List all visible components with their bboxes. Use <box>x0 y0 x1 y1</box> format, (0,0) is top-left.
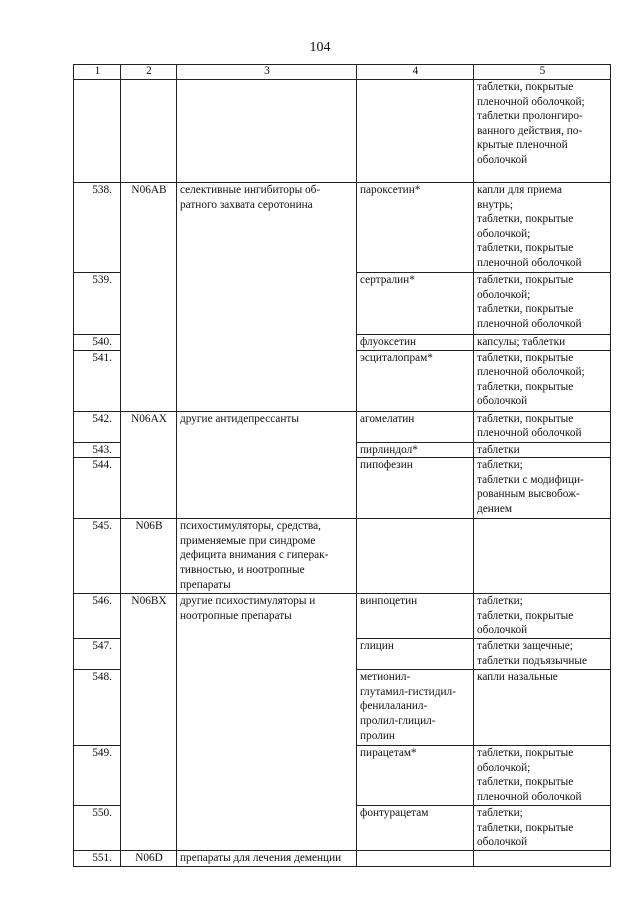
table-row <box>74 442 611 458</box>
table-row <box>74 411 611 442</box>
group-name: препараты для лечения деменции <box>177 851 357 867</box>
table-row <box>74 519 611 594</box>
group-name <box>177 458 357 519</box>
dosage-form: капсулы; таблетки <box>474 335 611 351</box>
atc-code <box>121 350 177 411</box>
atc-code: N06AB <box>121 183 177 273</box>
column-header: 2 <box>121 65 177 80</box>
row-number: 539. <box>74 273 121 335</box>
drug-name <box>357 851 474 867</box>
table-row <box>74 458 611 519</box>
row-number: 544. <box>74 458 121 519</box>
page-number: 104 <box>309 40 331 55</box>
row-number: 551. <box>74 851 121 867</box>
atc-code <box>121 806 177 851</box>
atc-code: N06AX <box>121 411 177 442</box>
dosage-form: таблетки; таблетки, покрытые оболочкой <box>474 806 611 851</box>
row-number: 550. <box>74 806 121 851</box>
table-row <box>74 335 611 351</box>
row-number: 543. <box>74 442 121 458</box>
group-name <box>177 350 357 411</box>
group-name <box>177 746 357 806</box>
row-number: 547. <box>74 639 121 670</box>
row-number: 538. <box>74 183 121 273</box>
table-row <box>74 806 611 851</box>
dosage-form: таблетки, покрытые пленочной оболочкой; таблетки, покрытые оболочкой <box>474 350 611 411</box>
dosage-form <box>474 851 611 867</box>
group-name <box>177 273 357 335</box>
group-name: другие антидепрессанты <box>177 411 357 442</box>
atc-code <box>121 639 177 670</box>
dosage-form: таблетки, покрытые пленочной оболочкой <box>474 411 611 442</box>
drug-name: пароксетин* <box>357 183 474 273</box>
table-row <box>74 746 611 806</box>
row-number: 546. <box>74 594 121 639</box>
drug-table <box>73 64 611 867</box>
atc-code <box>121 458 177 519</box>
group-name <box>177 670 357 746</box>
atc-code <box>121 273 177 335</box>
drug-name <box>357 519 474 594</box>
dosage-form: таблетки <box>474 442 611 458</box>
atc-code <box>121 335 177 351</box>
group-name <box>177 639 357 670</box>
table-row <box>74 851 611 867</box>
table-header-row <box>74 65 611 80</box>
column-header: 4 <box>357 65 474 80</box>
drug-name <box>357 80 474 183</box>
row-number: 542. <box>74 411 121 442</box>
table-row <box>74 670 611 746</box>
table-row <box>74 273 611 335</box>
drug-name: флуоксетин <box>357 335 474 351</box>
drug-name: пипофезин <box>357 458 474 519</box>
atc-code <box>121 80 177 183</box>
dosage-form: капли для приема внутрь; таблетки, покрытые оболочкой; таблетки, покрытые пленочной оболочкой <box>474 183 611 273</box>
group-name <box>177 80 357 183</box>
group-name: другие психостимуляторы и ноотропные препараты <box>177 594 357 639</box>
drug-name: винпоцетин <box>357 594 474 639</box>
dosage-form <box>474 519 611 594</box>
row-number: 545. <box>74 519 121 594</box>
row-number <box>74 80 121 183</box>
group-name <box>177 442 357 458</box>
drug-name: агомелатин <box>357 411 474 442</box>
atc-code: N06BX <box>121 594 177 639</box>
dosage-form: таблетки, покрытые оболочкой; таблетки, покрытые пленочной оболочкой <box>474 746 611 806</box>
row-number: 548. <box>74 670 121 746</box>
atc-code: N06D <box>121 851 177 867</box>
table-row <box>74 639 611 670</box>
drug-name: сертралин* <box>357 273 474 335</box>
dosage-form: таблетки; таблетки с модифици- рованным высвобож- дением <box>474 458 611 519</box>
drug-name: метионил- глутамил-гистидил- фенилаланил- пролил-глицил- пролин <box>357 670 474 746</box>
column-header: 5 <box>474 65 611 80</box>
atc-code <box>121 746 177 806</box>
dosage-form: капли назальные <box>474 670 611 746</box>
dosage-form: таблетки защечные; таблетки подъязычные <box>474 639 611 670</box>
table-row <box>74 80 611 183</box>
drug-name: пирацетам* <box>357 746 474 806</box>
atc-code: N06B <box>121 519 177 594</box>
group-name: психостимуляторы, средства, применяемые при синдроме дефицита внимания с гиперак- тивностью, и ноотропные препараты <box>177 519 357 594</box>
dosage-form: таблетки, покрытые пленочной оболочкой; таблетки пролонгиро- ванного действия, по- крытые пленочной оболочкой <box>474 80 611 183</box>
table-row <box>74 350 611 411</box>
column-header: 3 <box>177 65 357 80</box>
column-header: 1 <box>74 65 121 80</box>
dosage-form: таблетки, покрытые оболочкой; таблетки, покрытые пленочной оболочкой <box>474 273 611 335</box>
row-number: 541. <box>74 350 121 411</box>
drug-name: пирлиндол* <box>357 442 474 458</box>
table-row <box>74 594 611 639</box>
drug-name: глицин <box>357 639 474 670</box>
atc-code <box>121 442 177 458</box>
drug-name: эсциталопрам* <box>357 350 474 411</box>
group-name <box>177 806 357 851</box>
drug-name: фонтурацетам <box>357 806 474 851</box>
atc-code <box>121 670 177 746</box>
table-row <box>74 183 611 273</box>
row-number: 549. <box>74 746 121 806</box>
group-name <box>177 335 357 351</box>
dosage-form: таблетки; таблетки, покрытые оболочкой <box>474 594 611 639</box>
row-number: 540. <box>74 335 121 351</box>
group-name: селективные ингибиторы об- ратного захвата серотонина <box>177 183 357 273</box>
